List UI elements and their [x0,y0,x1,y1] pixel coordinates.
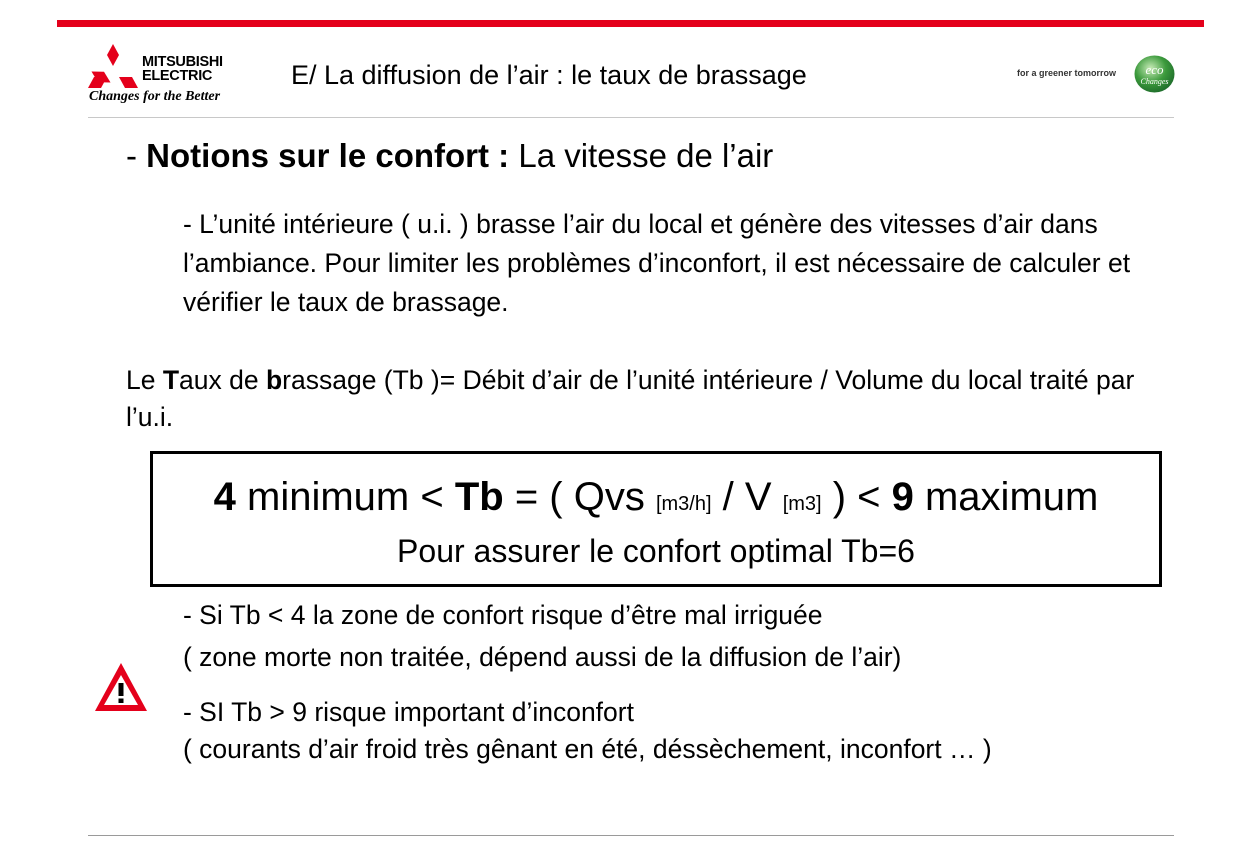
optimal-comfort-text: Pour assurer le confort optimal Tb=6 [397,533,915,569]
brand-logo-wordmark: MITSUBISHI ELECTRIC [142,54,223,84]
definition-text: Le Taux de brassage (Tb )= Débit d’air de l’unité intérieure / Volume du local traité par l’u.i. [126,365,1135,432]
warning-high-line2: ( courants d’air froid très gênant en été, déssèchement, inconfort … ) [183,734,992,764]
eco-changes-logo [1134,55,1175,93]
warning-low-line1: - Si Tb < 4 la zone de confort risque d’être mal irriguée [183,600,823,630]
warning-triangle-icon [93,660,149,714]
svg-text:eco: eco [1145,62,1164,77]
footer-divider [88,835,1174,836]
warning-high-line1: - SI Tb > 9 risque important d’inconfort [183,697,634,727]
intro-paragraph: - L’unité intérieure ( u.i. ) brasse l’air du local et génère des vitesses d’air dans l’ambiance. Pour limiter les problèmes d’inconfort, il est nécessaire de calculer et vérifier le taux de brassage. [183,209,1131,317]
formula-line: 4 minimum < Tb = ( Qvs [m3/h] / V [m3] ) < 9 maximum [213,475,1099,519]
svg-text:Changes: Changes [1140,77,1169,86]
top-red-bar [57,20,1204,27]
brand-tagline: Changes for the Better [89,89,221,104]
eco-slogan: for a greener tomorrow [1017,68,1117,78]
section-heading: - Notions sur le confort : La vitesse de l’air [126,137,774,174]
slide-title: E/ La diffusion de l’air : le taux de brassage [291,60,807,90]
mitsubishi-diamonds-icon [88,44,138,88]
warning-low-line2: ( zone morte non traitée, dépend aussi de la diffusion de l’air) [183,642,902,672]
header-divider [88,117,1174,118]
